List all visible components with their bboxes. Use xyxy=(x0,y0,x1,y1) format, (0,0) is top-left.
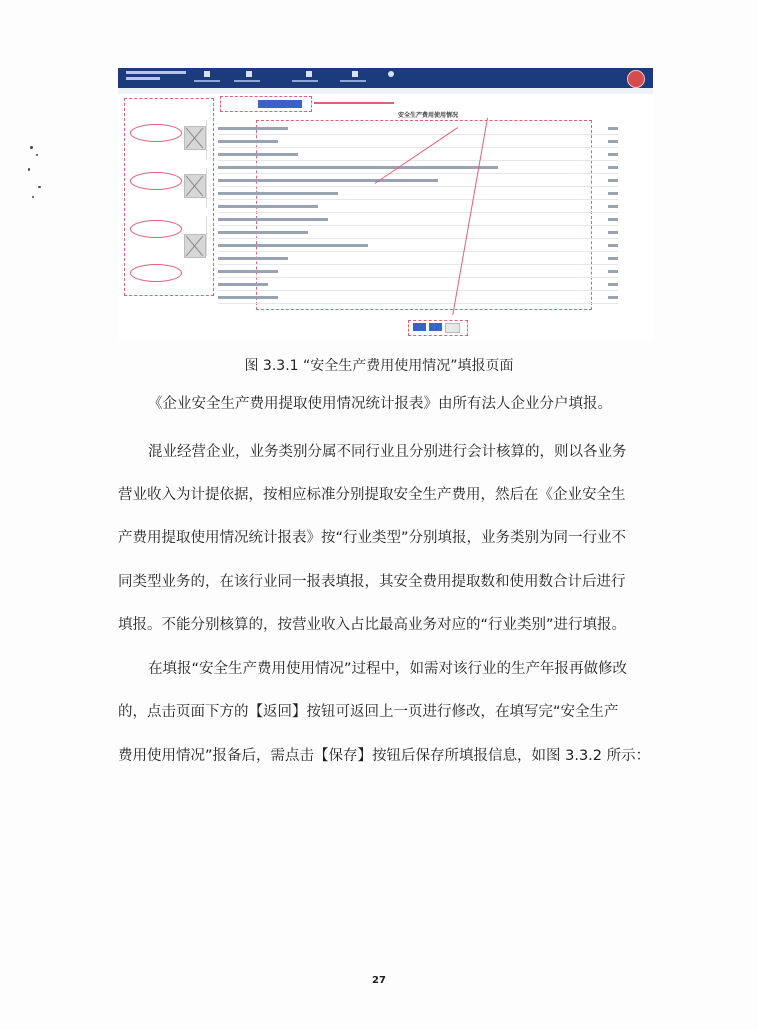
screenshot-breadcrumb-bar xyxy=(118,88,653,94)
form-row xyxy=(218,254,618,265)
form-row xyxy=(218,241,618,252)
paragraph-line: 同类型业务的，在该行业同一报表填报，其安全费用提取数和使用数合计后进行 xyxy=(118,574,626,590)
paragraph-line: 费用使用情况”报备后，需点击【保存】按钮后保存所填报信息，如图 3.3.2 所示： xyxy=(118,748,651,764)
form-row xyxy=(218,280,618,291)
form-row xyxy=(218,293,618,304)
card-image-icon xyxy=(184,174,206,198)
left-card xyxy=(128,262,206,302)
settings-icon xyxy=(352,71,358,77)
form-row xyxy=(218,137,618,148)
card-label-oval xyxy=(130,172,182,190)
header-title-line xyxy=(126,71,186,74)
left-card xyxy=(128,168,207,208)
report-icon xyxy=(306,71,312,77)
avatar xyxy=(627,70,645,88)
nav-label xyxy=(340,80,366,82)
form-row xyxy=(218,176,618,187)
annotation-arrow xyxy=(314,102,394,104)
screenshot-button xyxy=(445,323,460,333)
paragraph-line: 的，点击页面下方的【返回】按钮可返回上一页进行修改，在填写完“安全生产 xyxy=(118,704,619,720)
figure-screenshot xyxy=(118,68,653,340)
info-icon xyxy=(388,71,394,77)
screenshot-header-bar xyxy=(118,68,653,88)
paragraph-line: 在填报“安全生产费用使用情况”过程中，如需对该行业的生产年报再做修改 xyxy=(148,661,628,677)
figure-caption: 图 3.3.1 “安全生产费用使用情况”填报页面 xyxy=(244,358,514,374)
form-row xyxy=(218,228,618,239)
paragraph-line: 产费用提取使用情况统计报表》按“行业类型”分别填报，业务类别为同一行业不 xyxy=(118,530,627,546)
paragraph-line: 《企业安全生产费用提取使用情况统计报表》由所有法人企业分户填报。 xyxy=(148,396,612,412)
form-row xyxy=(218,163,618,174)
page-number: 27 xyxy=(372,975,386,986)
left-card xyxy=(128,216,207,256)
grid-icon xyxy=(204,71,210,77)
screenshot-form-title: 安全生产费用使用情况 xyxy=(398,112,459,119)
card-image-icon xyxy=(184,126,206,150)
card-label-oval xyxy=(130,264,182,282)
form-row xyxy=(218,267,618,278)
paragraph-line: 混业经营企业，业务类别分属不同行业且分别进行会计核算的，则以各业务 xyxy=(148,444,627,460)
form-row xyxy=(218,202,618,213)
form-row xyxy=(218,124,618,135)
nav-label xyxy=(234,80,260,82)
nav-label xyxy=(292,80,318,82)
screenshot-button xyxy=(429,323,442,331)
left-card xyxy=(128,120,207,160)
form-row xyxy=(218,150,618,161)
scan-specks xyxy=(26,146,46,206)
form-row xyxy=(218,215,618,226)
card-label-oval xyxy=(130,124,182,142)
screenshot-top-button xyxy=(258,100,302,108)
card-label-oval xyxy=(130,220,182,238)
paragraph-line: 营业收入为计提依据，按相应标准分别提取安全生产费用，然后在《企业安全生 xyxy=(118,487,626,503)
nav-label xyxy=(194,80,220,82)
card-image-icon xyxy=(184,234,206,258)
paragraph-line: 填报。不能分别核算的，按营业收入占比最高业务对应的“行业类别”进行填报。 xyxy=(118,617,627,633)
form-row xyxy=(218,189,618,200)
doc-icon xyxy=(246,71,252,77)
screenshot-button xyxy=(413,323,426,331)
header-subtitle-line xyxy=(126,77,160,80)
